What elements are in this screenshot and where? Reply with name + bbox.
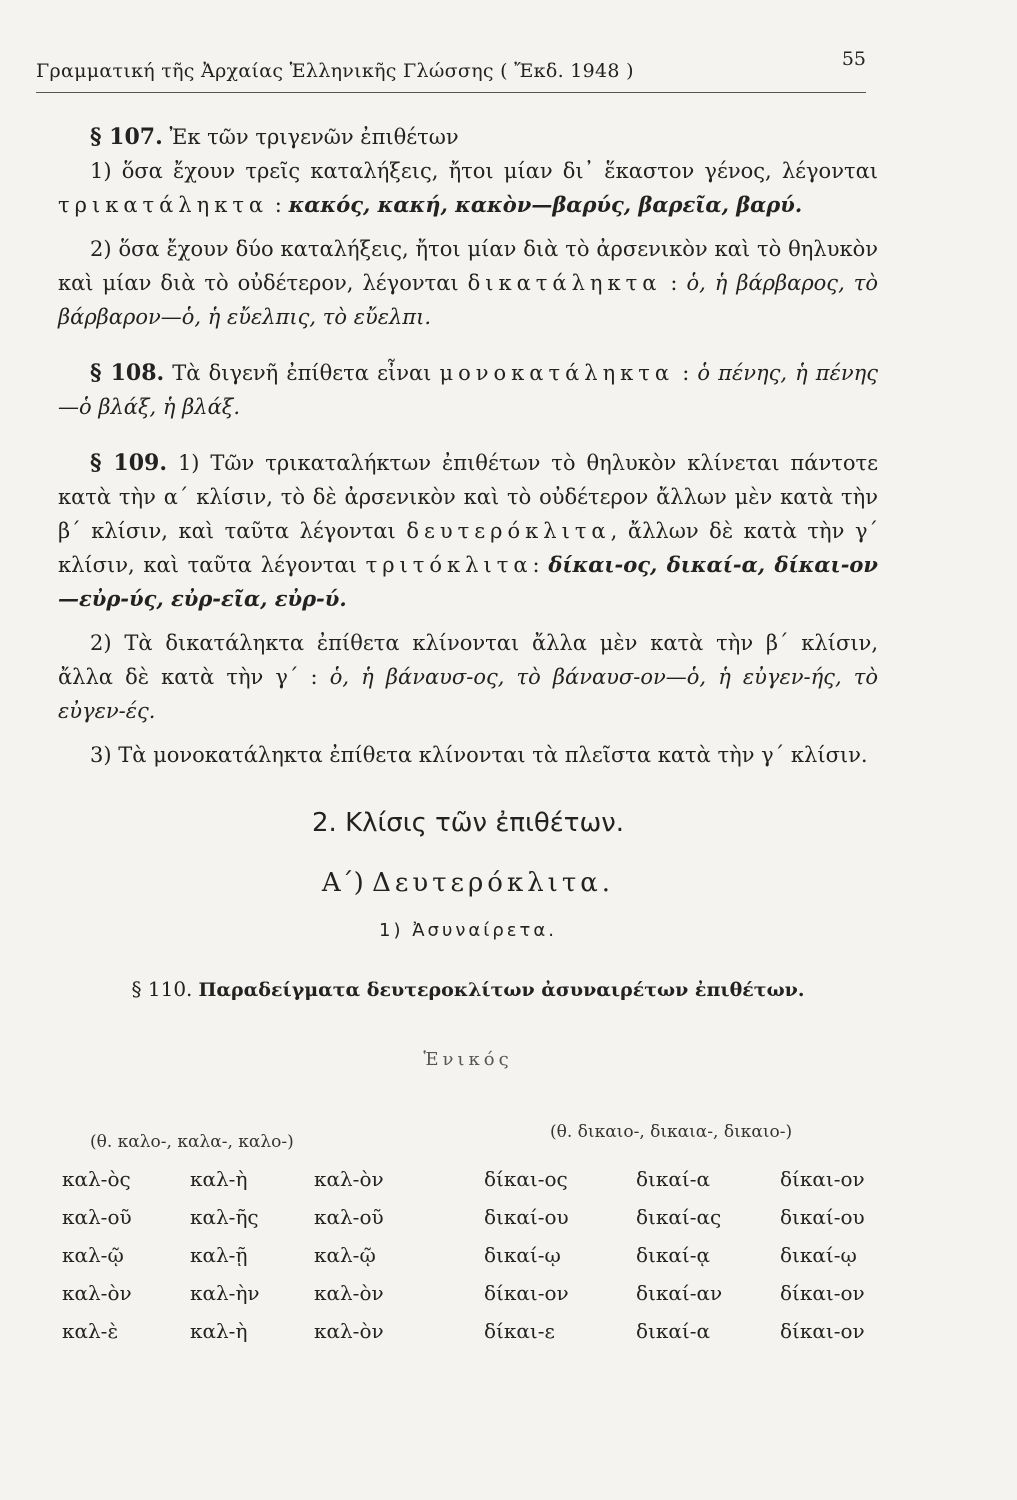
declension-cell: καλ-ὴ: [190, 1319, 248, 1343]
section-109-item-2: 2) Τὰ δικατάληκτα ἐπίθετα κλίνονται ἄλλα μὲν κατὰ τὴν β΄ κλίσιν, ἄλλα δὲ κατὰ τὴν γ΄ : ὁ, ἡ βάναυσ-ος, τὸ βάναυσ-ον—ὁ, ἡ εὐγεν-ής, τὸ εὐγεν-ές.: [58, 631, 878, 723]
section-number: § 107.: [90, 124, 163, 150]
declension-row: [58, 1274, 438, 1312]
page-number: 55: [841, 48, 866, 70]
declension-cell: καλ-οῦ: [314, 1205, 384, 1229]
declension-cell: καλ-ὲ: [62, 1319, 119, 1343]
declension-cell: δικαί-ας: [636, 1205, 722, 1229]
subsection-heading: Α΄) Δευτερόκλιτα.: [321, 868, 615, 898]
section-number: § 109.: [90, 450, 167, 476]
term-deuteroklita: δευτερόκλιτα: [406, 519, 611, 543]
stem-label-dikaios: (θ. δικαιο-, δικαια-, δικαιο-): [550, 1122, 793, 1142]
declension-row: [484, 1198, 904, 1236]
example: ὁ πένης, ἡ πένης—ὁ βλάξ, ἡ βλάξ.: [58, 361, 878, 419]
section-109-item-1: § 109. 1) Τῶν τρικαταλήκτων ἐπιθέτων τὸ θηλυκὸν κλίνεται πάντοτε κατὰ τὴν α΄ κλίσιν, τὸ δὲ ἀρσενικὸν καὶ τὸ οὐδέτερον ἄλλων μὲν κατὰ τὴν β΄ κλίσιν, καὶ ταῦτα λέγονται δευτερόκλιτα, ἄλλων δὲ κατὰ τὴν γ΄ κλίσιν, καὶ ταῦτα λέγονται τριτόκλιτα: δίκαι-ος, δικαί-α, δίκαι-ον—εὐρ-ύς, εὐρ-εῖα, εὐρ-ύ.: [58, 450, 878, 611]
declension-cell: καλ-ῷ: [62, 1243, 124, 1267]
declension-cell: δίκαι-ον: [780, 1281, 865, 1305]
declension-cell: καλ-ὴν: [190, 1281, 260, 1305]
declension-row: [484, 1274, 904, 1312]
declension-cell: δίκαι-ον: [780, 1167, 865, 1191]
section-110-heading: § 110. Παραδείγματα δευτεροκλίτων ἀσυναιρέτων ἐπιθέτων.: [131, 977, 805, 1001]
subsubsection-heading: 1) Ἀσυναίρετα.: [379, 920, 557, 941]
declension-cell: καλ-οῦ: [62, 1205, 132, 1229]
stem-labels: [90, 1122, 890, 1162]
term-monokatalekta: μονοκατάληκτα: [439, 361, 675, 385]
declension-cell: καλ-ὸς: [62, 1167, 131, 1191]
section-number: § 110.: [131, 977, 193, 1001]
declension-cell: δικαί-ου: [780, 1205, 865, 1229]
running-title: Γραμματική τῆς Ἀρχαίας Ἑλληνικῆς Γλώσσης ( Ἔκδ. 1948 ): [36, 60, 634, 82]
declension-row: [58, 1236, 438, 1274]
body-text: [58, 120, 878, 1077]
declension-row: [58, 1312, 438, 1350]
section-109-item-3: 3) Τὰ μονοκατάληκτα ἐπίθετα κλίνονται τὰ πλεῖστα κατὰ τὴν γ΄ κλίσιν.: [90, 743, 868, 767]
section-108: § 108. Τὰ διγενῆ ἐπίθετα εἶναι μονοκατάληκτα : ὁ πένης, ἡ πένης—ὁ βλάξ, ἡ βλάξ.: [58, 360, 878, 419]
term-dikatalekta: δικατάληκτα: [467, 271, 662, 295]
declension-table-kalos: [58, 1160, 438, 1350]
declension-cell: καλ-ῷ: [314, 1243, 376, 1267]
example: κακός, κακή, κακὸν—βαρύς, βαρεῖα, βαρύ.: [288, 192, 803, 217]
declension-cell: δικαί-αν: [636, 1281, 723, 1305]
section-heading: 2. Κλίσις τῶν ἐπιθέτων.: [312, 808, 624, 838]
declension-cell: καλ-ὸν: [62, 1281, 132, 1305]
example: δίκαι-ος, δικαί-α, δίκαι-ον—εὐρ-ύς, εὐρ-εῖα, εὐρ-ύ.: [58, 552, 878, 611]
declension-row: [484, 1160, 904, 1198]
declension-cell: δικαί-ῳ: [780, 1243, 857, 1267]
section-107-item-2: 2) ὅσα ἔχουν δύο καταλήξεις, ἤτοι μίαν διὰ τὸ ἀρσενικὸν καὶ τὸ θηλυκὸν καὶ μίαν διὰ τὸ οὐδέτερον, λέγονται δικατάληκτα : ὁ, ἡ βάρβαρος, τὸ βάρβαρον—ὁ, ἡ εὔελπις, τὸ εὔελπι.: [58, 237, 878, 329]
term-tritoklita: τριτόκλιτα: [365, 553, 533, 577]
declension-cell: καλ-ὸν: [314, 1281, 384, 1305]
declension-cell: δικαί-α: [636, 1167, 710, 1191]
example: ὁ, ἡ βάναυσ-ος, τὸ βάναυσ-ον—ὁ, ἡ εὐγεν-ής, τὸ εὐγεν-ές.: [58, 665, 878, 723]
declension-row: [484, 1236, 904, 1274]
declension-cell: καλ-ῇ: [190, 1243, 248, 1267]
declension-cell: καλ-ῆς: [190, 1205, 259, 1229]
declension-table-dikaios: [484, 1160, 904, 1350]
declension-cell: δικαί-ᾳ: [636, 1243, 710, 1267]
declension-row: [58, 1160, 438, 1198]
declension-cell: δικαί-ου: [484, 1205, 569, 1229]
declension-cell: καλ-ὸν: [314, 1319, 384, 1343]
stem-label-kalos: (θ. καλο-, καλα-, καλο-): [90, 1132, 294, 1152]
declension-cell: καλ-ὸν: [314, 1167, 384, 1191]
declension-cell: δίκαι-ε: [484, 1319, 555, 1343]
section-107-lead: § 107. Ἐκ τῶν τριγενῶν ἐπιθέτων: [90, 124, 459, 150]
term-trikatalekta: τρικατάληκτα: [58, 193, 269, 217]
example: ὁ, ἡ βάρβαρος, τὸ βάρβαρον—ὁ, ἡ εὔελπις, τὸ εὔελπι.: [58, 271, 878, 329]
section-107-item-1: 1) ὅσα ἔχουν τρεῖς καταλήξεις, ἤτοι μίαν δι᾽ ἕκαστον γένος, λέγονται τρικατάληκτα : κακός, κακή, κακὸν—βαρύς, βαρεῖα, βαρύ.: [58, 159, 878, 217]
declension-cell: καλ-ὴ: [190, 1167, 248, 1191]
declension-row: [58, 1198, 438, 1236]
grammatical-number-label: Ἑνικός: [423, 1049, 513, 1070]
declension-row: [484, 1312, 904, 1350]
declension-cell: δίκαι-ος: [484, 1167, 568, 1191]
section-number: § 108.: [90, 360, 165, 386]
declension-cell: δίκαι-ον: [780, 1319, 865, 1343]
declension-cell: δίκαι-ον: [484, 1281, 569, 1305]
declension-cell: δικαί-ῳ: [484, 1243, 561, 1267]
declension-cell: δικαί-α: [636, 1319, 710, 1343]
page-header: [36, 48, 866, 93]
